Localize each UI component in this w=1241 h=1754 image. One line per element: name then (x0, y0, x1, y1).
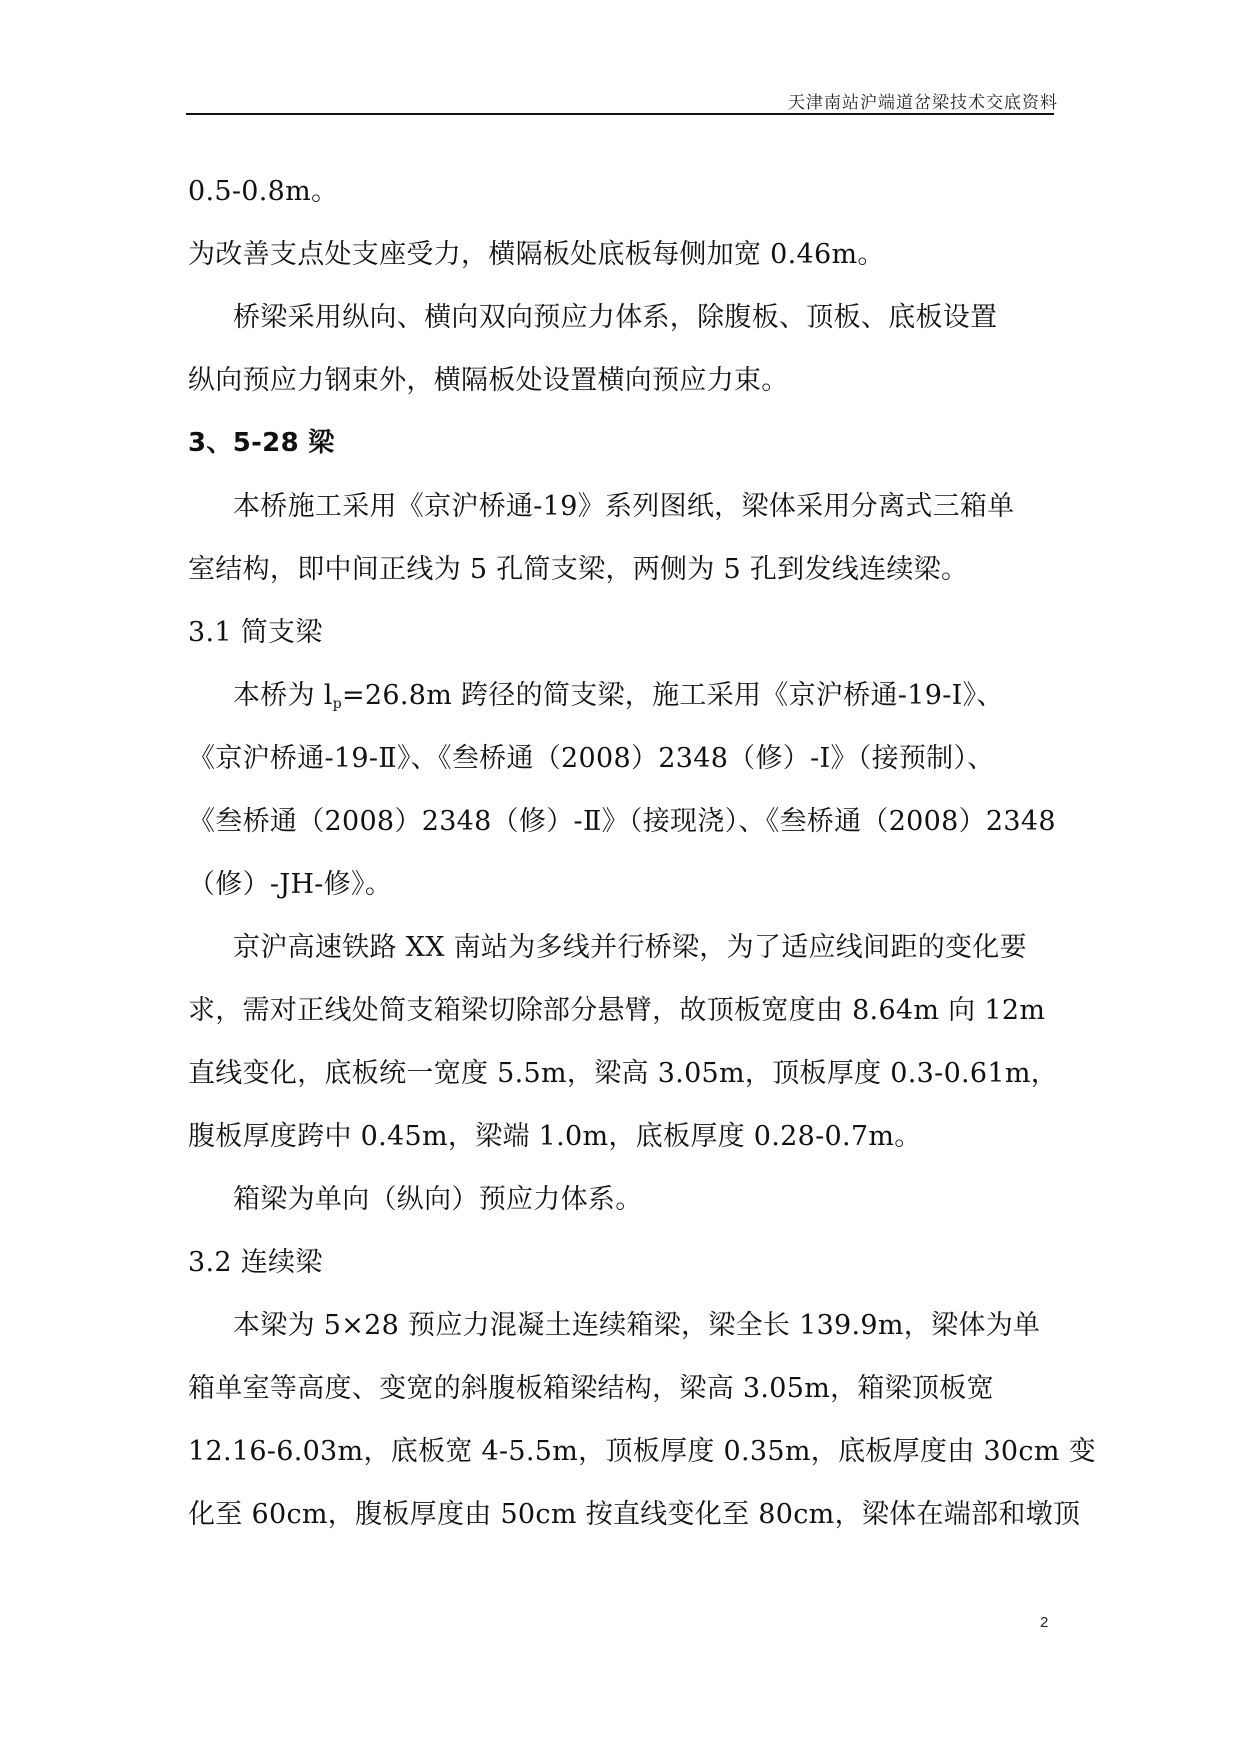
text-line: 腹板厚度跨中 0.45m，梁端 1.0m，底板厚度 0.28-0.7m。 (188, 1121, 922, 1152)
paragraph-line: 京沪高速铁路 XX 南站为多线并行桥梁，为了适应线间距的变化要 (233, 932, 1027, 963)
text-line: 室结构，即中间正线为 5 孔简支梁，两侧为 5 孔到发线连续梁。 (188, 554, 969, 585)
text-line: 为改善支点处支座受力，横隔板处底板每侧加宽 0.46m。 (188, 239, 885, 270)
header-rule (186, 113, 1054, 115)
paragraph-line: 本桥施工采用《京沪桥通-19》系列图纸，梁体采用分离式三箱单 (233, 491, 1015, 522)
subsection-heading: 3.2 连续梁 (188, 1247, 323, 1278)
paragraph-line: 桥梁采用纵向、横向双向预应力体系，除腹板、顶板、底板设置 (233, 302, 998, 333)
text-line: 0.5-0.8m。 (188, 176, 339, 207)
section-heading: 3、5-28 梁 (188, 428, 335, 458)
text-line: 《叁桥通（2008）2348（修）-Ⅱ》（接现浇）、《叁桥通（2008）2348 (188, 806, 1056, 837)
paragraph-line (188, 664, 1058, 727)
document-body (188, 160, 1096, 1546)
paragraph-line: 本梁为 5×28 预应力混凝土连续箱梁，梁全长 139.9m，梁体为单 (233, 1310, 1041, 1341)
text-line: 12.16-6.03m，底板宽 4-5.5m，顶板厚度 0.35m，底板厚度由 30cm 变 (188, 1436, 1096, 1467)
paragraph-line: 箱梁为单向（纵向）预应力体系。 (233, 1184, 643, 1215)
subscript: p (332, 696, 342, 712)
text-line: 《京沪桥通-19-Ⅱ》、《叁桥通（2008）2348（修）-Ⅰ》（接预制）、 (188, 743, 995, 774)
text-line: 箱单室等高度、变宽的斜腹板箱梁结构，梁高 3.05m，箱梁顶板宽 (188, 1373, 994, 1404)
text-line: 直线变化，底板统一宽度 5.5m，梁高 3.05m，顶板厚度 0.3-0.61m， (188, 1058, 1059, 1089)
running-header: 天津南站沪端道岔梁技术交底资料 (788, 93, 1058, 113)
text-line: 化至 60cm，腹板厚度由 50cm 按直线变化至 80cm，梁体在端部和墩顶 (188, 1499, 1081, 1530)
text-line: 纵向预应力钢束外，横隔板处设置横向预应力束。 (188, 365, 789, 396)
text-fragment: =26.8m 跨径的简支梁，施工采用《京沪桥通-19-Ⅰ》、 (341, 680, 1004, 711)
page-number: 2 (1040, 1614, 1049, 1631)
text-line: 求，需对正线处简支箱梁切除部分悬臂，故顶板宽度由 8.64m 向 12m (188, 995, 1046, 1026)
subsection-heading: 3.1 简支梁 (188, 617, 323, 648)
text-fragment: 本桥为 l (233, 680, 333, 711)
text-line: （修）-JH-修》。 (188, 869, 393, 900)
